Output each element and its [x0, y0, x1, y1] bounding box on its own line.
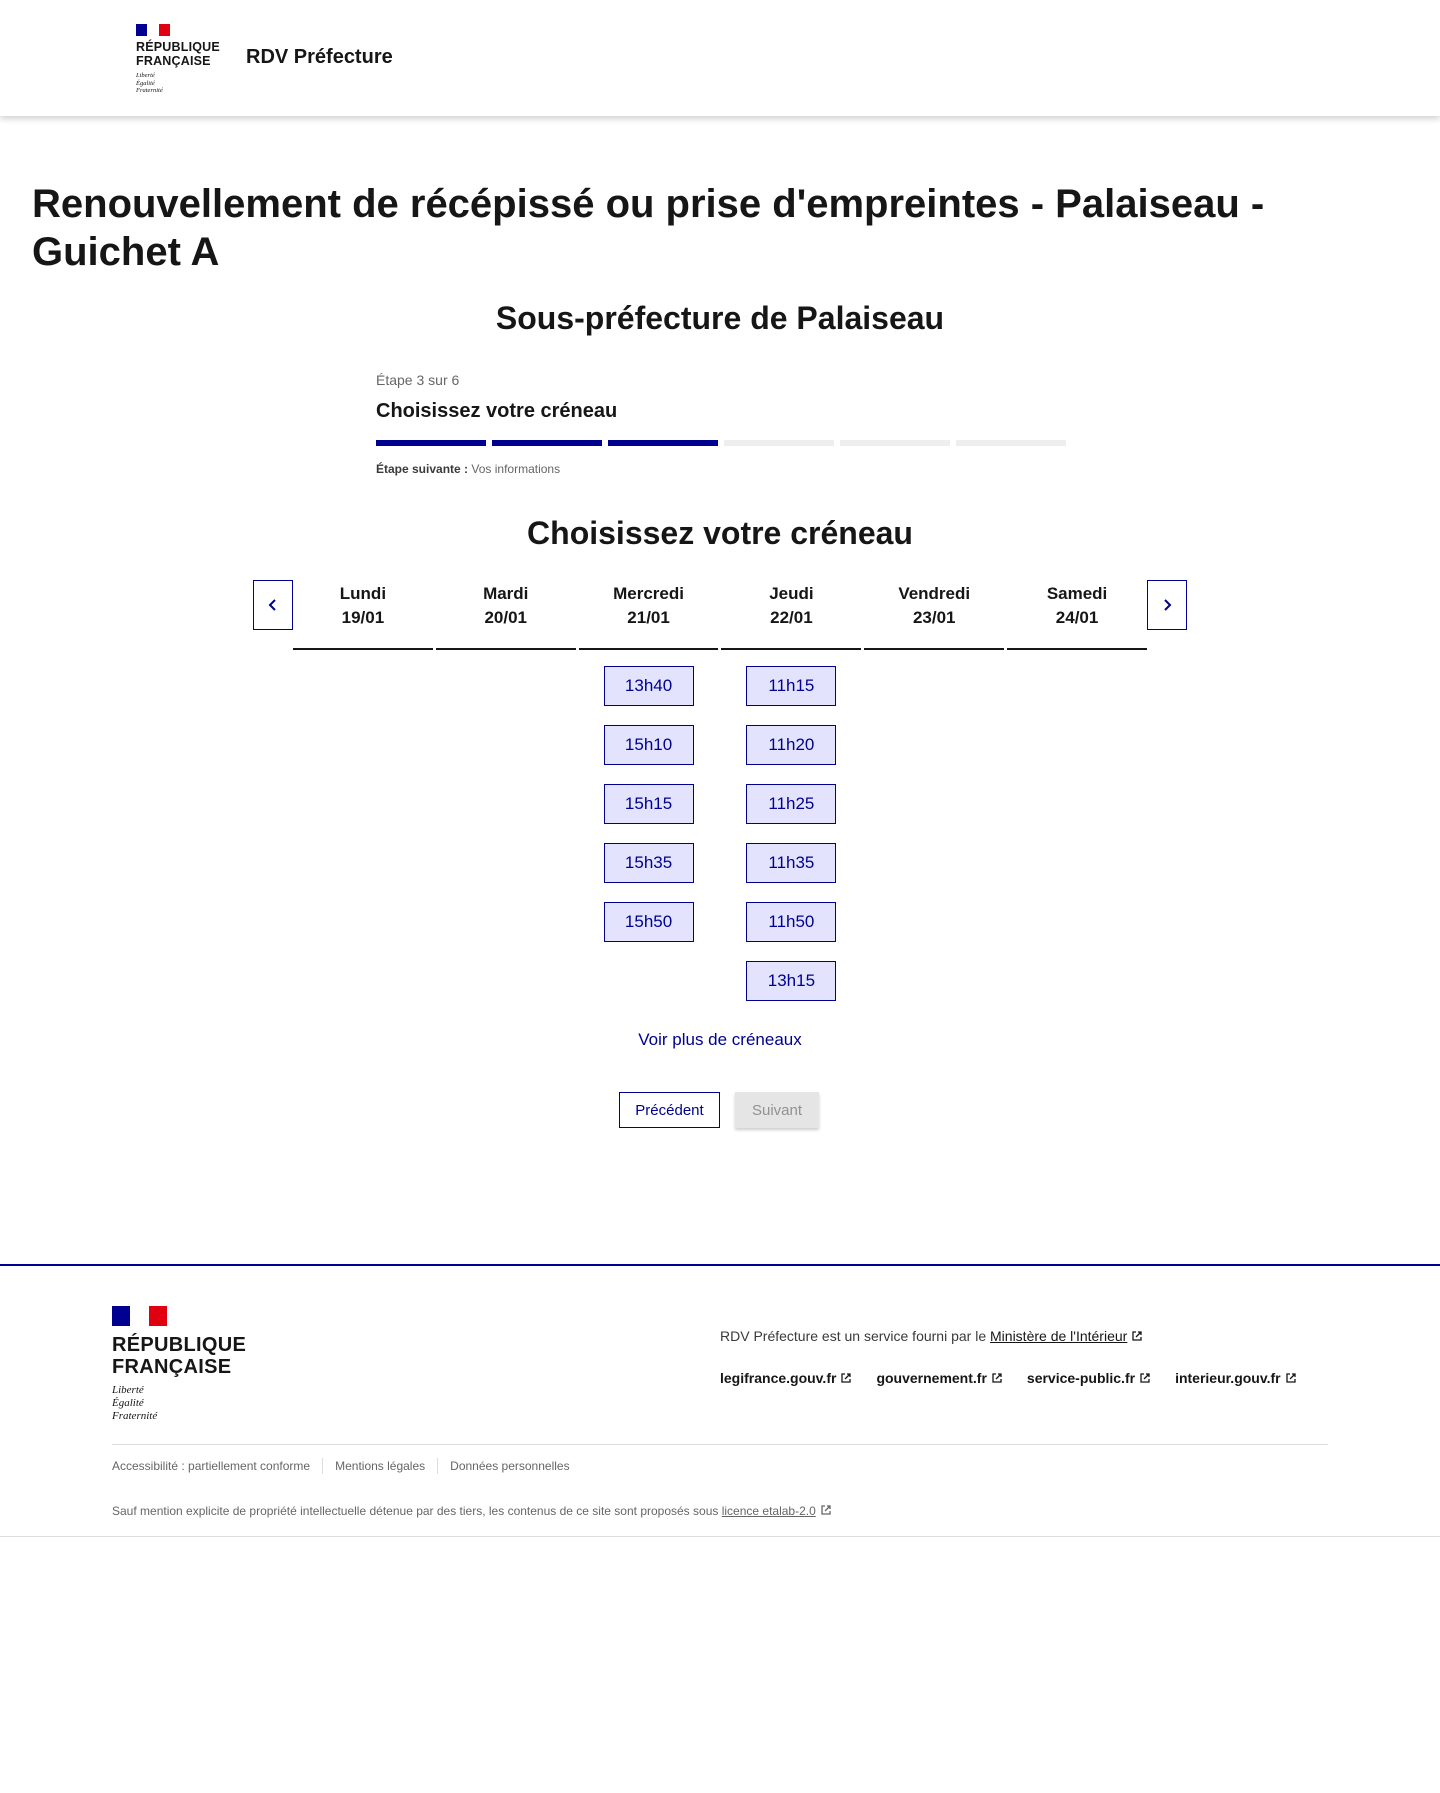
- time-slot-button[interactable]: 11h35: [746, 843, 836, 883]
- day-name: Vendredi: [898, 584, 971, 603]
- time-slot-button[interactable]: 13h15: [746, 961, 836, 1001]
- marianne-flag-icon: [136, 24, 170, 36]
- footer-bottom-link[interactable]: Données personnelles: [450, 1459, 570, 1473]
- day-date: 24/01: [1055, 608, 1099, 627]
- more-slots-link[interactable]: Voir plus de créneaux: [638, 1030, 802, 1049]
- footer-logo-motto: Liberté Égalité Fraternité: [112, 1384, 158, 1422]
- external-link-icon: [1285, 1372, 1297, 1384]
- footer-bottom-link[interactable]: Mentions légales: [335, 1459, 426, 1473]
- footer-link-legifrance[interactable]: legifrance.gouv.fr: [720, 1370, 852, 1386]
- site-header: [0, 0, 1440, 116]
- step-bar-6: [956, 440, 1066, 446]
- step-count: Étape 3 sur 6: [376, 372, 460, 388]
- step-title: Choisissez votre créneau: [376, 400, 618, 422]
- time-slot-button[interactable]: 15h35: [604, 843, 694, 883]
- stepper: [376, 372, 1066, 476]
- step-progress-bar: [376, 440, 1066, 446]
- time-slot-button[interactable]: 11h50: [746, 902, 836, 942]
- footer-republique-francaise-logo[interactable]: [112, 1306, 246, 1423]
- step-next: [376, 462, 1066, 476]
- previous-button[interactable]: Précédent: [619, 1092, 720, 1128]
- day-date: 19/01: [341, 608, 385, 627]
- day-column: [293, 580, 433, 1001]
- republique-francaise-logo[interactable]: [136, 24, 218, 95]
- footer-link-separator: [322, 1458, 323, 1474]
- footer-bottom-links: [112, 1458, 570, 1474]
- step-bar-5: [840, 440, 950, 446]
- previous-week-button[interactable]: [253, 580, 293, 630]
- logo-line-1: RÉPUBLIQUE: [136, 40, 220, 54]
- calendar-title: Choisissez votre créneau: [527, 515, 913, 551]
- time-slot-button[interactable]: 11h20: [746, 725, 836, 765]
- chevron-left-icon: [267, 599, 279, 611]
- day-column: [436, 580, 576, 1001]
- time-slot-button[interactable]: 15h50: [604, 902, 694, 942]
- footer-logo-line-2: FRANÇAISE: [112, 1356, 232, 1378]
- page-subtitle: Sous-préfecture de Palaiseau: [495, 300, 945, 336]
- external-link-icon: [991, 1372, 1003, 1384]
- site-title-link[interactable]: RDV Préfecture: [246, 46, 393, 68]
- footer-divider: [112, 1444, 1328, 1445]
- footer-description: RDV Préfecture est un service fourni par le Ministère de l'Intérieur: [720, 1328, 1143, 1344]
- footer-link-service-public[interactable]: service-public.fr: [1027, 1370, 1151, 1386]
- day-date: 21/01: [627, 608, 670, 627]
- next-week-button[interactable]: [1147, 580, 1187, 630]
- day-name: Samedi: [1046, 584, 1108, 603]
- day-header: [864, 580, 1004, 650]
- day-header: [579, 580, 719, 650]
- footer-legal-notice: Sauf mention explicite de propriété intellectuelle détenue par des tiers, les contenus de ce site sont proposés sous licence etalab-2.0: [112, 1504, 832, 1518]
- day-name: Lundi: [339, 584, 387, 603]
- day-column: [721, 580, 861, 1001]
- day-name: Mardi: [483, 584, 529, 603]
- day-header: [1007, 580, 1147, 650]
- chevron-right-icon: [1161, 599, 1173, 611]
- external-link-icon: [840, 1372, 852, 1384]
- logo-motto: Liberté Égalité Fraternité: [136, 72, 163, 94]
- time-slot-button[interactable]: 11h25: [746, 784, 836, 824]
- day-date: 23/01: [912, 608, 956, 627]
- day-column: [579, 580, 719, 1001]
- slot-list: [436, 650, 576, 666]
- day-header: [436, 580, 576, 650]
- footer-link-interieur[interactable]: interieur.gouv.fr: [1175, 1370, 1297, 1386]
- day-date: 22/01: [770, 608, 813, 627]
- next-button[interactable]: Suivant: [735, 1092, 819, 1128]
- slot-list: [1007, 650, 1147, 666]
- footer-marianne-flag-icon: [112, 1306, 167, 1326]
- day-name: Mercredi: [613, 584, 684, 603]
- footer-link-separator: [437, 1458, 438, 1474]
- day-header: [293, 580, 433, 650]
- footer-logo-line-1: RÉPUBLIQUE: [112, 1334, 247, 1356]
- external-link-icon: [820, 1504, 832, 1516]
- time-slot-button[interactable]: 11h15: [746, 666, 836, 706]
- time-slot-button[interactable]: 15h10: [604, 725, 694, 765]
- time-slot-button[interactable]: 13h40: [604, 666, 694, 706]
- day-date: 20/01: [484, 608, 528, 627]
- time-slot-button[interactable]: 15h15: [604, 784, 694, 824]
- day-column: [864, 580, 1004, 1001]
- logo-line-2: FRANÇAISE: [136, 54, 211, 68]
- day-header: [721, 580, 861, 650]
- external-link-icon: [1131, 1330, 1143, 1342]
- slot-list: [293, 650, 433, 666]
- step-next-label: Étape suivante :: [376, 462, 469, 476]
- day-column: [1007, 580, 1147, 1001]
- site-footer: [0, 1264, 1440, 1537]
- step-bar-2: [492, 440, 602, 446]
- footer-bottom-link[interactable]: Accessibilité : partiellement conforme: [112, 1459, 311, 1473]
- day-name: Jeudi: [769, 584, 814, 603]
- licence-link[interactable]: licence etalab-2.0: [722, 1504, 832, 1518]
- page-title: Renouvellement de récépissé ou prise d'empreintes - Palaiseau - Guichet A: [32, 182, 1265, 274]
- slot-list: [864, 650, 1004, 666]
- step-bar-4: [724, 440, 834, 446]
- slot-list: [579, 650, 719, 942]
- external-link-icon: [1139, 1372, 1151, 1384]
- slot-list: [721, 650, 861, 1001]
- ministere-link[interactable]: Ministère de l'Intérieur: [990, 1328, 1143, 1344]
- footer-link-gouvernement[interactable]: gouvernement.fr: [876, 1370, 1002, 1386]
- calendar-days: [293, 580, 1147, 1001]
- step-next-value: Vos informations: [471, 462, 561, 476]
- action-buttons: [0, 1092, 1440, 1128]
- step-bar-3: [608, 440, 718, 446]
- step-bar-1: [376, 440, 486, 446]
- footer-external-links: [720, 1370, 1297, 1386]
